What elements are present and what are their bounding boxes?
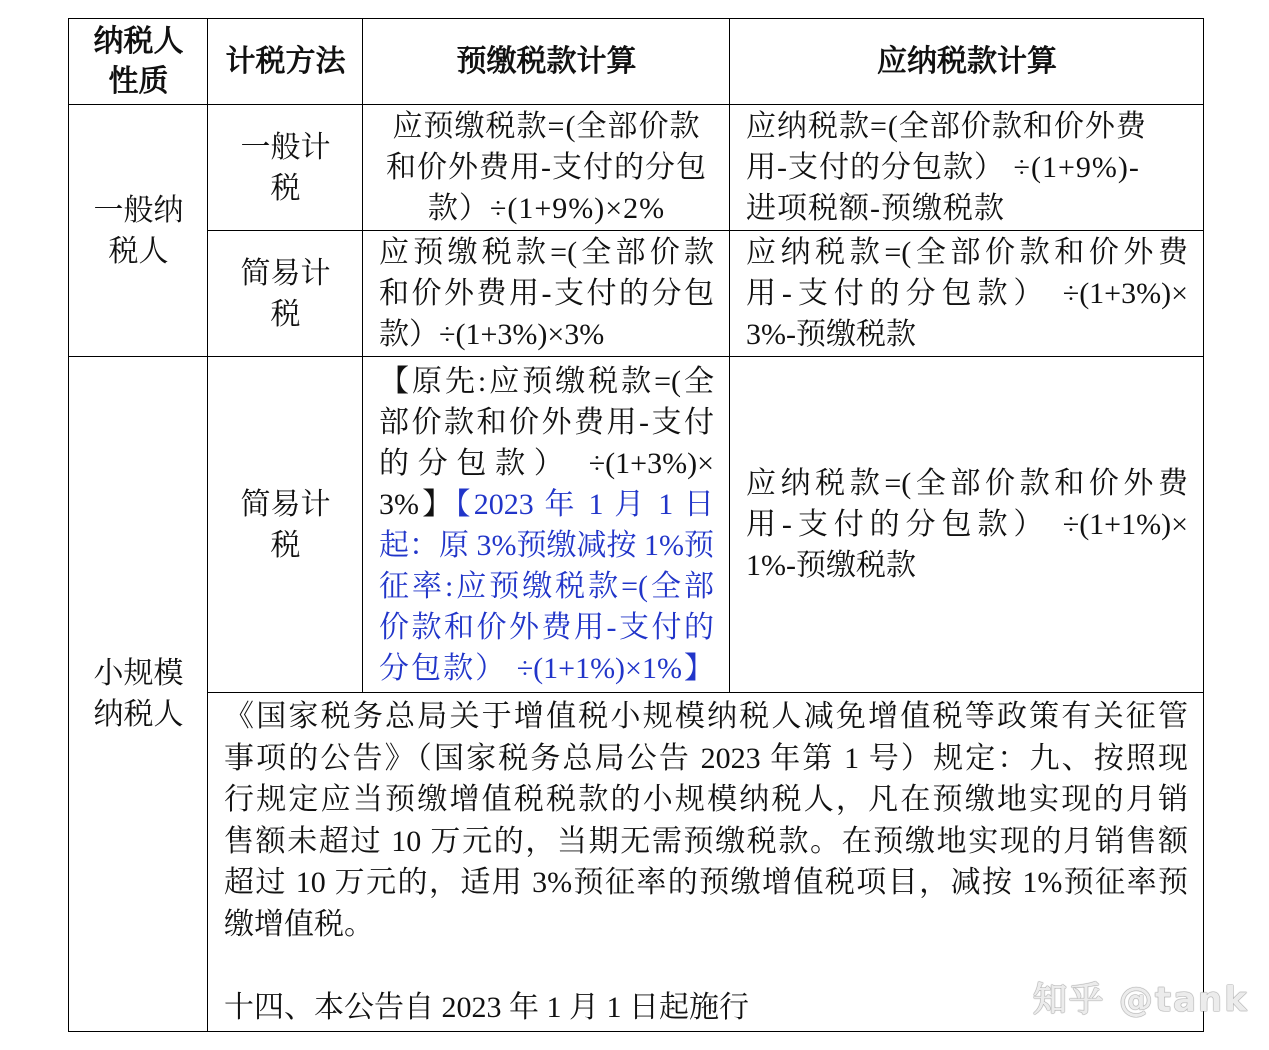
general-simple-prepay-formula — [363, 231, 730, 357]
policy-note-line: 《国家税务总局关于增值税小规模纳税人减免增值税等政策有关征管 — [224, 700, 1188, 733]
row-small-scale-simple — [69, 357, 1204, 693]
general-taxpayer-label-line: 税人 — [108, 234, 169, 268]
prepay-2023-line: 【2023 年 1 月 1 日 — [455, 487, 714, 521]
policy-note-line: 缴增值税。 — [224, 907, 374, 941]
general-simple-method-line: 税 — [270, 297, 301, 331]
small-scale-prepay-formula — [363, 357, 730, 693]
policy-note-line: 行规定应当预缴增值税税款的小规模纳税人，凡在预缴地实现的月销 — [224, 783, 1188, 816]
zhihu-watermark: 知乎 @tank — [1033, 980, 1249, 1020]
general-standard-method-line: 一般计 — [240, 130, 331, 164]
general-simple-method — [208, 231, 363, 357]
header-taxpayer-type-line: 纳税人 — [93, 24, 184, 58]
general-standard-prepay-line: 款）÷(1+9%)×2% — [427, 192, 666, 225]
general-standard-payable-line: 进项税额-预缴税款 — [746, 192, 1005, 225]
row-general-simple — [69, 231, 1204, 357]
small-scale-taxpayer-label-line: 纳税人 — [93, 698, 184, 731]
general-taxpayer-label — [69, 105, 208, 357]
vat-calculation-table — [68, 18, 1204, 1032]
general-simple-payable-line: 用-支付的分包款） ÷(1+3%)× — [746, 277, 1188, 310]
general-standard-payable-formula — [730, 105, 1204, 231]
small-scale-simple-method-line: 税 — [270, 528, 301, 562]
general-simple-prepay-line: 应预缴税款=(全部价款 — [379, 236, 714, 269]
prepay-original-line-end: 3%】 — [379, 487, 456, 521]
header-prepay-calc — [363, 19, 730, 105]
header-row — [69, 19, 1204, 105]
small-scale-taxpayer-label-line: 小规模 — [93, 657, 184, 690]
general-simple-payable-line: 3%-预缴税款 — [746, 318, 916, 351]
header-taxpayer-type — [69, 19, 208, 105]
header-method-label: 计税方法 — [225, 44, 346, 78]
general-simple-method-line: 简易计 — [240, 256, 331, 290]
policy-effective-date: 十四、本公告自 2023 年 1 月 1 日起施行 — [224, 990, 749, 1024]
general-standard-method — [208, 105, 363, 231]
small-scale-taxpayer-label — [69, 357, 208, 1032]
prepay-2023-line: 分包款） ÷(1+1%)×1%】 — [379, 651, 714, 685]
row-general-standard — [69, 105, 1204, 231]
prepay-original-line: 的分包款） ÷(1+3%)× — [379, 446, 714, 480]
small-scale-payable-formula — [730, 357, 1204, 693]
header-payable-calc-label: 应纳税款计算 — [877, 44, 1057, 78]
prepay-original-line: 部价款和价外费用-支付 — [379, 405, 714, 439]
small-scale-payable-line: 用-支付的分包款） ÷(1+1%)× — [746, 508, 1188, 541]
small-scale-payable-line: 应纳税款=(全部价款和价外费 — [746, 467, 1188, 500]
general-simple-payable-formula — [730, 231, 1204, 357]
prepay-mixed-line — [379, 484, 714, 525]
general-simple-payable-line: 应纳税款=(全部价款和价外费 — [746, 236, 1188, 269]
general-simple-prepay-line: 和价外费用-支付的分包 — [379, 277, 714, 310]
policy-note-line: 事项的公告》（国家税务总局公告 2023 年第 1 号）规定：九、按照现 — [224, 741, 1188, 775]
small-scale-simple-method — [208, 357, 363, 693]
header-prepay-calc-label: 预缴税款计算 — [456, 44, 637, 78]
general-standard-payable-line: 用-支付的分包款） ÷(1+9%)- — [746, 151, 1140, 184]
header-method — [208, 19, 363, 105]
general-standard-method-line: 税 — [270, 171, 301, 205]
general-standard-prepay-formula — [363, 105, 730, 231]
prepay-2023-line: 价款和价外费用-支付的 — [379, 610, 714, 644]
general-standard-prepay-line: 和价外费用-支付的分包 — [386, 151, 707, 184]
small-scale-simple-method-line: 简易计 — [240, 487, 331, 521]
general-taxpayer-label-line: 一般纳 — [93, 193, 184, 227]
policy-note-line: 售额未超过 10 万元的，当期无需预缴税款。在预缴地实现的月销售额 — [224, 824, 1188, 858]
prepay-2023-line: 征率:应预缴税款=(全部 — [379, 569, 714, 603]
prepay-2023-line: 起：原 3%预缴减按 1%预 — [379, 528, 714, 562]
small-scale-payable-line: 1%-预缴税款 — [746, 549, 916, 582]
prepay-original-line: 【原先:应预缴税款=(全 — [379, 364, 714, 398]
header-payable-calc — [730, 19, 1204, 105]
general-standard-payable-line: 应纳税款=(全部价款和价外费 — [746, 110, 1147, 143]
header-taxpayer-type-line: 性质 — [108, 64, 169, 98]
general-simple-prepay-line: 款）÷(1+3%)×3% — [379, 318, 605, 351]
policy-note-line: 超过 10 万元的，适用 3%预征率的预缴增值税项目，减按 1%预征率预 — [224, 866, 1188, 899]
general-standard-prepay-line: 应预缴税款=(全部价款 — [392, 110, 701, 143]
